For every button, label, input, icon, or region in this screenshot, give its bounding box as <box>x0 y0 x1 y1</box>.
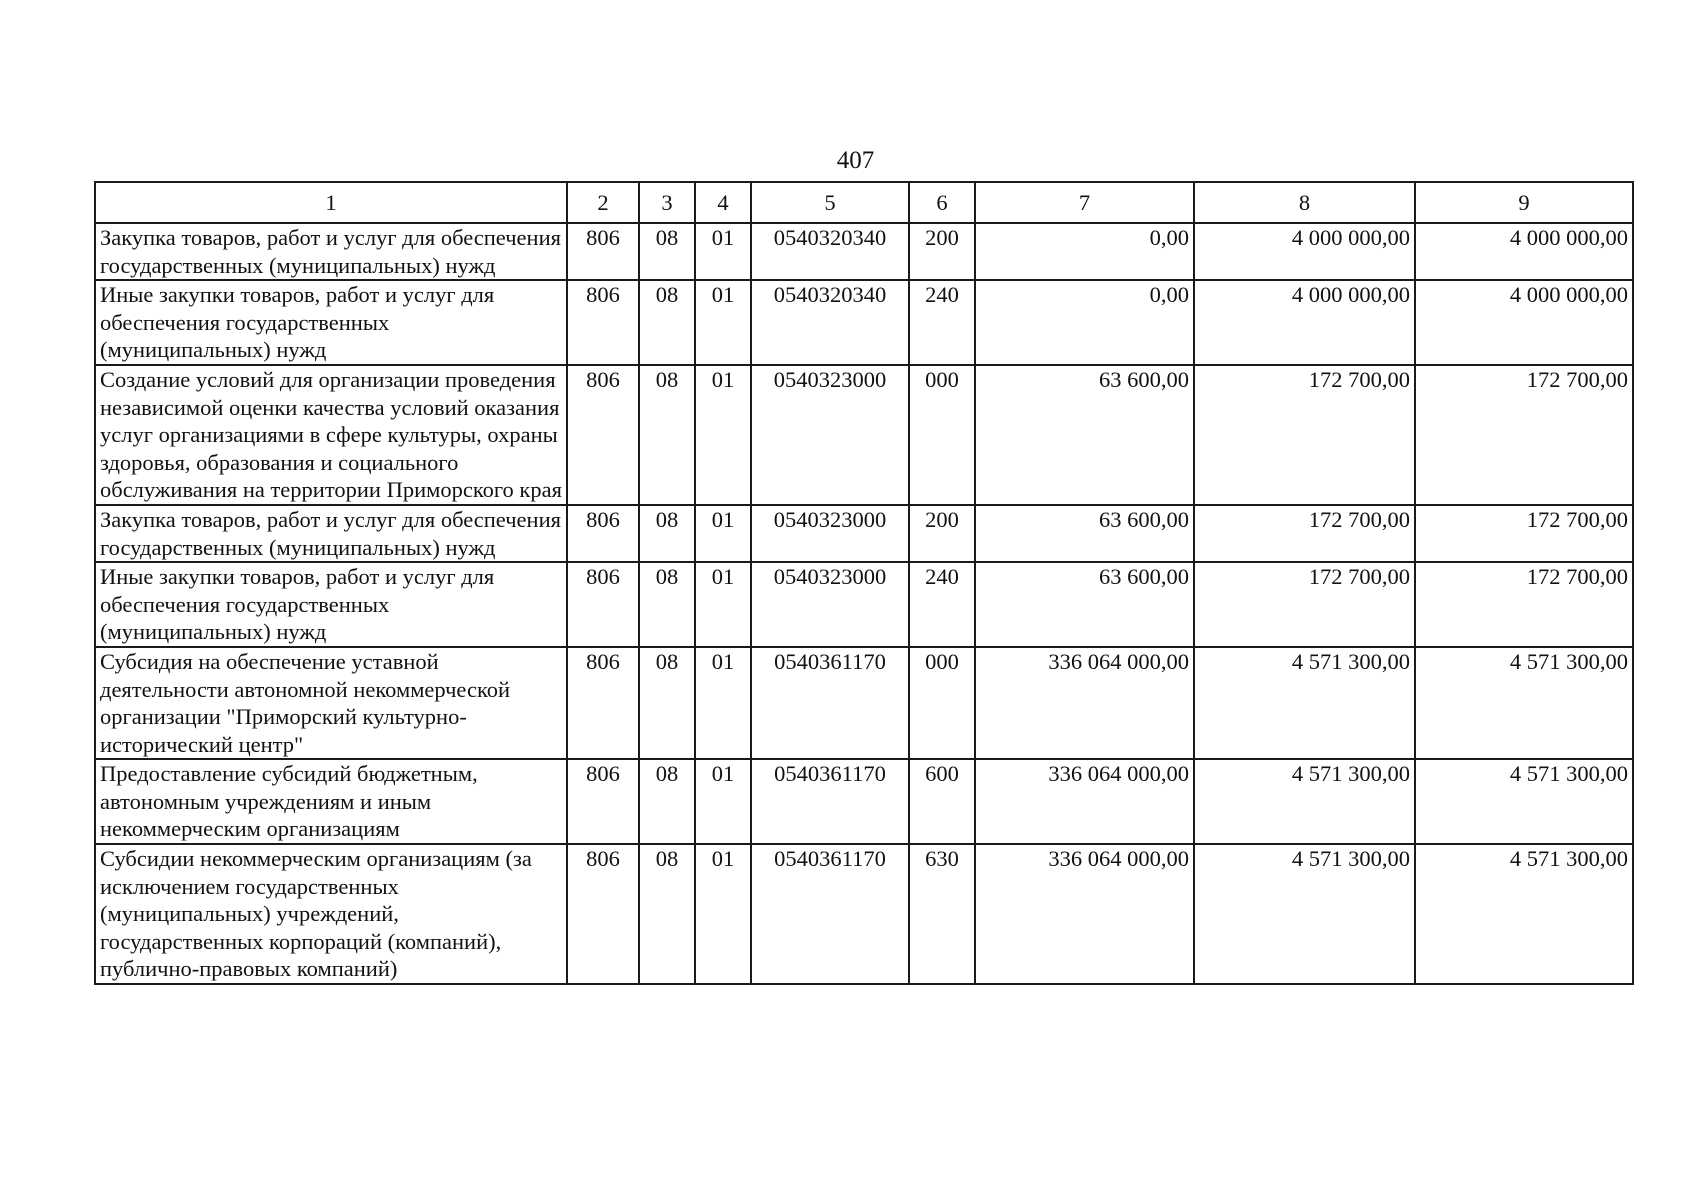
row-ministry-code: 806 <box>567 223 639 280</box>
row-section-code: 08 <box>639 844 695 984</box>
page-number: 407 <box>836 147 875 174</box>
row-ministry-code: 806 <box>567 647 639 759</box>
row-expense-type: 000 <box>909 647 975 759</box>
row-name: Иные закупки товаров, работ и услуг для обеспечения государственных (муниципальных) нужд <box>95 562 567 647</box>
row-subsection-code: 01 <box>695 280 751 365</box>
row-amount-col8: 4 571 300,00 <box>1194 759 1415 844</box>
row-section-code: 08 <box>639 647 695 759</box>
table-row <box>95 223 1633 280</box>
row-amount-col9: 172 700,00 <box>1415 505 1633 562</box>
row-amount-col9: 4 571 300,00 <box>1415 759 1633 844</box>
header-col-1: 1 <box>95 182 567 223</box>
row-expense-type: 000 <box>909 365 975 505</box>
row-section-code: 08 <box>639 562 695 647</box>
row-name: Субсидия на обеспечение уставной деятельности автономной некоммерческой организации "Приморский культурно-исторический центр" <box>95 647 567 759</box>
row-subsection-code: 01 <box>695 223 751 280</box>
row-amount-col7: 336 064 000,00 <box>975 759 1194 844</box>
row-expense-type: 200 <box>909 505 975 562</box>
row-amount-col8: 172 700,00 <box>1194 562 1415 647</box>
table-row <box>95 562 1633 647</box>
row-section-code: 08 <box>639 280 695 365</box>
budget-table <box>94 181 1634 985</box>
header-col-4: 4 <box>695 182 751 223</box>
row-amount-col7: 63 600,00 <box>975 505 1194 562</box>
header-col-6: 6 <box>909 182 975 223</box>
row-name: Закупка товаров, работ и услуг для обеспечения государственных (муниципальных) нужд <box>95 505 567 562</box>
row-section-code: 08 <box>639 223 695 280</box>
row-target-code: 0540361170 <box>751 647 909 759</box>
row-ministry-code: 806 <box>567 844 639 984</box>
header-col-5: 5 <box>751 182 909 223</box>
row-ministry-code: 806 <box>567 365 639 505</box>
row-subsection-code: 01 <box>695 647 751 759</box>
row-amount-col7: 0,00 <box>975 223 1194 280</box>
row-ministry-code: 806 <box>567 759 639 844</box>
row-amount-col8: 172 700,00 <box>1194 365 1415 505</box>
row-amount-col9: 172 700,00 <box>1415 365 1633 505</box>
header-col-7: 7 <box>975 182 1194 223</box>
row-expense-type: 200 <box>909 223 975 280</box>
table-row <box>95 505 1633 562</box>
row-amount-col8: 4 000 000,00 <box>1194 223 1415 280</box>
row-expense-type: 240 <box>909 280 975 365</box>
row-subsection-code: 01 <box>695 365 751 505</box>
row-subsection-code: 01 <box>695 759 751 844</box>
row-ministry-code: 806 <box>567 562 639 647</box>
row-target-code: 0540361170 <box>751 759 909 844</box>
row-subsection-code: 01 <box>695 505 751 562</box>
row-amount-col9: 4 000 000,00 <box>1415 223 1633 280</box>
header-col-3: 3 <box>639 182 695 223</box>
table-row <box>95 844 1633 984</box>
row-amount-col7: 336 064 000,00 <box>975 647 1194 759</box>
row-amount-col8: 4 571 300,00 <box>1194 844 1415 984</box>
header-col-8: 8 <box>1194 182 1415 223</box>
row-amount-col7: 63 600,00 <box>975 562 1194 647</box>
row-section-code: 08 <box>639 505 695 562</box>
row-ministry-code: 806 <box>567 505 639 562</box>
row-target-code: 0540320340 <box>751 280 909 365</box>
table-row <box>95 647 1633 759</box>
row-amount-col9: 4 571 300,00 <box>1415 647 1633 759</box>
row-name: Создание условий для организации проведения независимой оценки качества условий оказания услуг организациями в сфере культуры, охраны здоровья, образования и социального обслуживания на территории Приморского края <box>95 365 567 505</box>
row-subsection-code: 01 <box>695 844 751 984</box>
row-expense-type: 630 <box>909 844 975 984</box>
header-col-9: 9 <box>1415 182 1633 223</box>
row-target-code: 0540320340 <box>751 223 909 280</box>
row-amount-col9: 4 000 000,00 <box>1415 280 1633 365</box>
row-amount-col7: 0,00 <box>975 280 1194 365</box>
row-name: Иные закупки товаров, работ и услуг для обеспечения государственных (муниципальных) нужд <box>95 280 567 365</box>
row-target-code: 0540361170 <box>751 844 909 984</box>
row-amount-col8: 4 571 300,00 <box>1194 647 1415 759</box>
row-name: Предоставление субсидий бюджетным, автономным учреждениям и иным некоммерческим организациям <box>95 759 567 844</box>
row-section-code: 08 <box>639 759 695 844</box>
row-amount-col7: 336 064 000,00 <box>975 844 1194 984</box>
row-amount-col8: 172 700,00 <box>1194 505 1415 562</box>
row-ministry-code: 806 <box>567 280 639 365</box>
row-amount-col9: 172 700,00 <box>1415 562 1633 647</box>
row-expense-type: 240 <box>909 562 975 647</box>
row-name: Субсидии некоммерческим организациям (за исключением государственных (муниципальных) учреждений, государственных корпораций (компаний), публично-правовых компаний) <box>95 844 567 984</box>
row-target-code: 0540323000 <box>751 562 909 647</box>
header-row <box>95 182 1633 223</box>
row-name: Закупка товаров, работ и услуг для обеспечения государственных (муниципальных) нужд <box>95 223 567 280</box>
row-amount-col9: 4 571 300,00 <box>1415 844 1633 984</box>
row-target-code: 0540323000 <box>751 505 909 562</box>
table-row <box>95 280 1633 365</box>
header-col-2: 2 <box>567 182 639 223</box>
row-subsection-code: 01 <box>695 562 751 647</box>
row-expense-type: 600 <box>909 759 975 844</box>
row-target-code: 0540323000 <box>751 365 909 505</box>
table-row <box>95 759 1633 844</box>
row-amount-col8: 4 000 000,00 <box>1194 280 1415 365</box>
row-section-code: 08 <box>639 365 695 505</box>
table-row <box>95 365 1633 505</box>
row-amount-col7: 63 600,00 <box>975 365 1194 505</box>
